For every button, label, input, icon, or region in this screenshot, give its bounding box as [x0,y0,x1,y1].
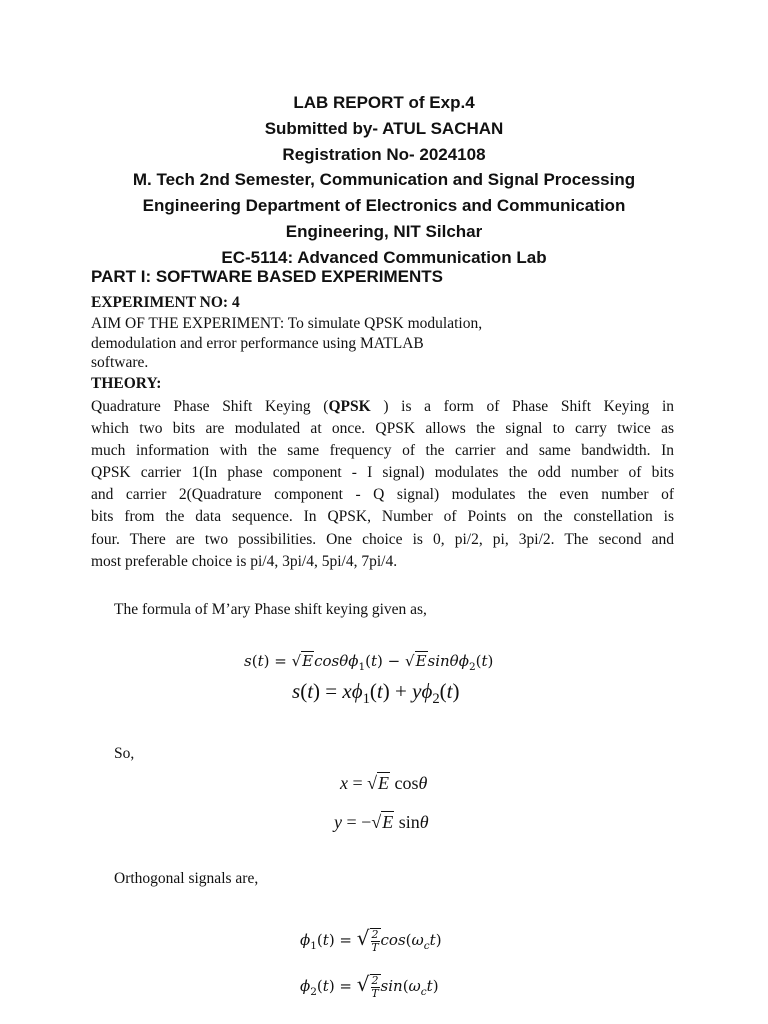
theory-line: which two bits are modulated at once. QPSK allows the signal to carry twice as [91,420,674,438]
header-line: Registration No- 2024108 [282,144,486,164]
aim-line: demodulation and error performance using MATLAB [91,334,424,352]
equation-phi2: $\phi_2(t)$ = √ $\frac{2}{T}$ $\sin(\omega_ct)$ [300,972,439,1000]
theory-line: most preferable choice is pi/4, 3pi/4, 5pi/4, 7pi/4. [91,552,398,570]
header-line: Engineering Department of Electronics and Communication [142,196,626,216]
theory-line: much information with the same frequency of the carrier and same bandwidth. In [91,442,674,460]
aim-line: AIM OF THE EXPERIMENT: To simulate QPSK modulation, [91,315,483,332]
equation-y: y = −√E sinθ [334,812,429,832]
so-label: So, [114,745,135,762]
orthogonal-intro: Orthogonal signals are, [114,870,259,887]
formula-intro: The formula of M’ary Phase shift keying given as, [114,601,427,618]
experiment-number: EXPERIMENT NO: 4 [91,294,240,311]
aim-line: software. [91,354,149,371]
equation-x: x = √E cosθ [340,773,428,793]
theory-line: and carrier 2(Quadrature component - Q signal) modulates the even number of [91,486,674,504]
header-line: Engineering, NIT Silchar [285,221,483,241]
aim-section [91,314,691,373]
theory-line: QPSK carrier 1(In phase component - I signal) modulates the odd number of bits [91,464,674,482]
header-line: LAB REPORT of Exp.4 [293,93,475,112]
equation-signal-basis: $s(t) = x\phi_1(t) + y\phi_2(t)$ [292,679,460,708]
theory-line: bits from the data sequence. In QPSK, Number of Points on the constellation is [91,508,674,526]
theory-line: four. There are two possibilities. One choice is 0, pi/2, pi, 3pi/2. The second and [91,530,674,548]
equation-phi1: $\phi_1(t)$ = √ $\frac{2}{T}$ $\cos(\omega_ct)$ [300,926,442,954]
header-line: Submitted by- ATUL SACHAN [264,118,504,138]
theory-paragraph [91,396,674,573]
header-line: EC-5114: Advanced Communication Lab [221,247,547,267]
theory-line: Quadrature Phase Shift Keying (QPSK ) is a form of Phase Shift Keying in [91,398,674,415]
theory-heading: THEORY: [91,375,162,392]
equation-mpsk-signal: s(t) = √Ecosθϕ$_1$(t) − √Esinθϕ$_2$(t) [244,652,494,673]
header-line: M. Tech 2nd Semester, Communication and Signal Processing [132,170,636,190]
report-header [60,90,708,271]
part-heading: PART I: SOFTWARE BASED EXPERIMENTS [91,267,443,286]
